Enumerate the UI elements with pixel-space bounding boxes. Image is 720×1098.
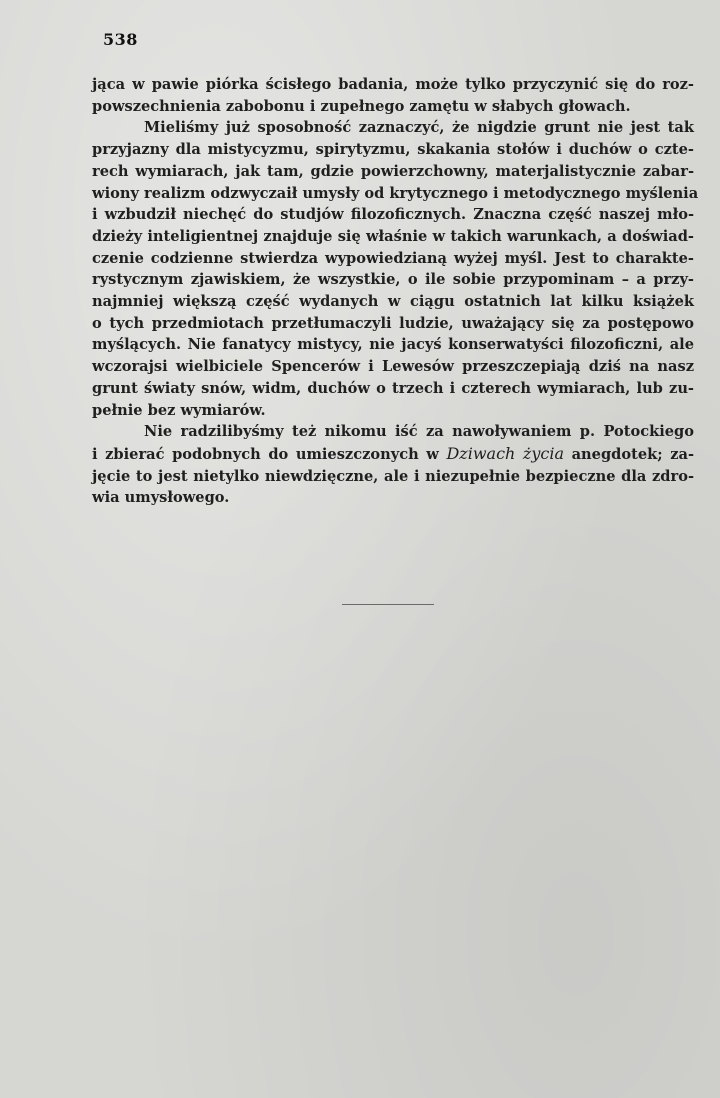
text-line: przyjazny dla mistycyzmu, spirytyzmu, skakania stołów i duchów o czte- (92, 141, 694, 159)
text-line: wia umysłowego. (92, 489, 230, 507)
text-line: czenie codzienne stwierdza wypowiedzianą wyżej myśl. Jest to charakte- (92, 249, 694, 267)
text-line: wiony realizm odzwyczaił umysły od krytycznego i metodycznego myślenia (92, 184, 699, 202)
text-line: myślących. Nie fanatycy mistycy, nie jacyś konserwatyści filozoficzni, ale (92, 336, 694, 354)
text-line: jąca w pawie piórka ścisłego badania, może tylko przyczynić się do roz- (92, 76, 694, 93)
text-line: pełnie bez wymiarów. (92, 401, 266, 419)
text-line: jęcie to jest nietylko niewdzięczne, ale i niezupełnie bezpieczne dla zdro- (92, 467, 694, 485)
text-line: powszechnienia zabobonu i zupełnego zamętu w słabych głowach. (92, 97, 631, 115)
text-line: Mieliśmy już sposobność zaznaczyć, że nigdzie grunt nie jest tak (144, 119, 694, 137)
text-line: i wzbudził niechęć do studjów filozoficznych. Znaczna część naszej mło- (92, 206, 694, 224)
book-title-italic: Dziwach życia (446, 443, 565, 463)
text-line: wczorajsi wielbiciele Spencerów i Lewesów przeszczepiają dziś na nasz (92, 358, 694, 376)
text-line: najmniej większą część wydanych w ciągu ostatnich lat kilku książek (92, 293, 694, 311)
text-line: rystycznym zjawiskiem, że wszystkie, o ile sobie przypominam – a przy- (92, 271, 694, 289)
section-end-rule (342, 604, 434, 605)
text-line: Nie radzilibyśmy też nikomu iść za nawoływaniem p. Potockiego (144, 423, 694, 441)
text-line: o tych przedmiotach przetłumaczyli ludzie, uważający się za postępowo (92, 314, 694, 332)
text-line: rech wymiarach, jak tam, gdzie powierzchowny, materjalistycznie zabar- (92, 162, 694, 180)
text-line: dzieży inteligientnej znajduje się właśnie w takich warunkach, a doświad- (92, 227, 694, 245)
page-number: 538 (103, 30, 138, 49)
ink-speck (411, 578, 416, 583)
text-line: grunt światy snów, widm, duchów o trzech i czterech wymiarach, lub zu- (92, 379, 694, 397)
body-text (92, 74, 699, 509)
text-line: i zbierać podobnych do umieszczonych w Dziwach życia anegdotek; za- (92, 443, 695, 463)
